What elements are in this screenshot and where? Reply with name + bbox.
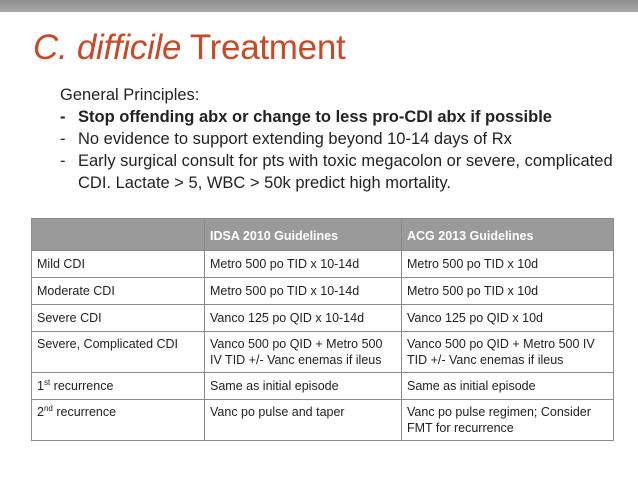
acg-cell: Vanco 500 po QID + Metro 500 IV TID +/- Vanc enemas if ileus [402,332,614,373]
table-row [32,332,614,373]
general-principles [60,84,630,194]
idsa-cell: Same as initial episode [205,373,402,400]
row-label: Severe, Complicated CDI [32,332,205,373]
idsa-cell: Vanco 125 po QID x 10-14d [205,305,402,332]
idsa-cell: Metro 500 po TID x 10-14d [205,278,402,305]
title-rest: Treatment [181,28,346,67]
ordinal-suffix: st [43,377,51,387]
acg-cell: Vanco 125 po QID x 10d [402,305,614,332]
header-acg: ACG 2013 Guidelines [402,219,614,251]
idsa-cell: Vanc po pulse and taper [205,400,402,441]
slide-title [33,28,345,68]
recurrence-number: 2 [37,405,44,419]
row-label [32,400,205,441]
row-label [32,373,205,400]
recurrence-text: recurrence [52,405,117,419]
table-row [32,373,614,400]
principle-item: - No evidence to support extending beyond 10-14 days of Rx [60,128,630,150]
principles-heading: General Principles: [60,86,200,104]
idsa-cell: Vanco 500 po QID + Metro 500 IV TID +/- Vanc enemas if ileus [205,332,402,373]
acg-cell: Metro 500 po TID x 10d [402,278,614,305]
treatment-guidelines-table [31,218,614,441]
acg-cell: Vanc po pulse regimen; Consider FMT for recurrence [402,400,614,441]
table-row [32,305,614,332]
row-label: Severe CDI [32,305,205,332]
recurrence-text: recurrence [50,379,114,393]
row-label: Mild CDI [32,251,205,278]
table-row [32,278,614,305]
ordinal-suffix: nd [43,403,53,413]
principle-item: - Stop offending abx or change to less pro-CDI abx if possible [60,106,630,128]
table-row [32,251,614,278]
header-idsa: IDSA 2010 Guidelines [205,219,402,251]
table-header-row [32,219,614,251]
recurrence-number: 1 [37,379,44,393]
header-empty-cell [32,219,205,251]
idsa-cell: Metro 500 po TID x 10-14d [205,251,402,278]
table-row [32,400,614,441]
row-label: Moderate CDI [32,278,205,305]
acg-cell: Metro 500 po TID x 10d [402,251,614,278]
acg-cell: Same as initial episode [402,373,614,400]
principle-item: - Early surgical consult for pts with toxic megacolon or severe, complicated CDI. Lactate > 5, WBC > 50k predict high mortality. [60,150,630,194]
title-italic: C. difficile [33,28,182,67]
top-decorative-bar [0,0,638,12]
